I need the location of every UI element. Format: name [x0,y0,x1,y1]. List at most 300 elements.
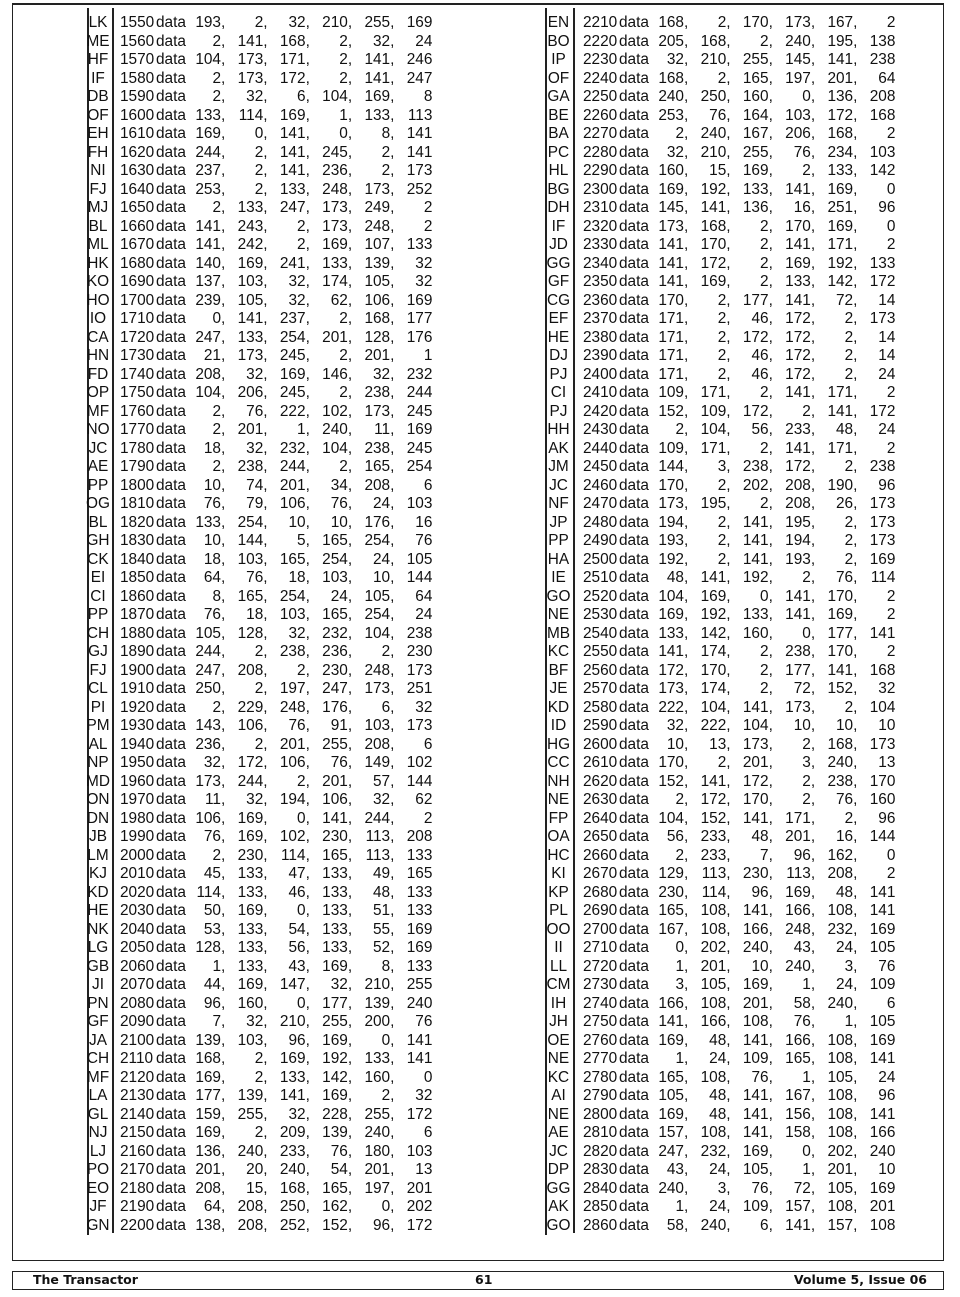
line-number: 2520 [583,587,618,605]
comma-separator: , [221,476,226,494]
data-value: 6 [297,88,306,105]
comma-separator: , [684,1142,689,1160]
checksum-code: ME [86,32,110,50]
line-number: 1830 [120,532,155,549]
data-value: 136 [742,199,769,216]
checksum-code: CH [86,624,110,642]
data-value: 240 [658,88,684,105]
comma-separator: , [305,1161,310,1178]
line-number: 1610 [120,125,155,142]
line-number: 1890 [120,643,155,660]
data-value: 10 [666,735,684,753]
data-values [653,588,895,607]
data-values [653,810,895,829]
data-value: 79 [246,495,264,512]
comma-separator: , [810,495,816,512]
data-value: 15 [246,1179,264,1197]
data-value: 108 [827,1087,854,1104]
data-value: 202 [827,1142,854,1160]
data-value: 141 [237,310,264,327]
checksum-code: LL [549,957,568,975]
data-value: 141 [785,1216,811,1234]
comma-separator: , [810,180,816,198]
comma-separator: , [726,162,731,179]
data-value: 170 [785,217,811,235]
comma-separator: , [810,772,816,790]
comma-separator: , [810,606,816,623]
comma-separator: , [221,1142,226,1160]
data-values [190,329,432,348]
data-values [190,1198,432,1217]
data-value: 247 [406,69,433,87]
data-value: 240 [785,957,811,975]
data-value: 2 [339,310,348,327]
basic-line [120,273,432,292]
data-value: 232 [700,1142,727,1160]
comma-separator: , [726,1198,731,1215]
comma-separator: , [853,328,858,346]
comma-separator: , [305,1068,310,1086]
data-keyword: data [156,994,186,1012]
line-number: 2450 [583,458,618,475]
data-value: 169 [406,939,433,956]
data-value: 173 [742,735,769,753]
data-keyword: data [619,1031,649,1049]
data-value: 165 [322,532,348,549]
comma-separator: , [853,661,858,679]
comma-separator: , [347,495,353,512]
checksum-code: LM [87,846,109,864]
comma-separator: , [347,476,353,494]
comma-separator: , [221,717,226,734]
comma-separator: , [390,569,395,586]
data-value: 173 [364,402,391,420]
data-values [190,1180,432,1199]
data-value: 139 [322,1124,348,1141]
checksum-code: BF [548,661,569,679]
checksum-code: JC [549,1142,568,1160]
data-value: 0 [297,902,306,919]
comma-separator: , [390,1068,395,1086]
comma-separator: , [347,1216,353,1234]
data-value: 2 [212,199,221,216]
data-value: 7 [760,846,769,864]
checksum-code: ML [87,236,109,253]
comma-separator: , [347,717,353,734]
line-number: 2080 [120,994,155,1012]
data-value: 133 [742,180,769,198]
data-value: 172 [869,273,896,290]
comma-separator: , [263,532,268,549]
data-value: 177 [827,624,854,642]
comma-separator: , [221,698,226,716]
data-value: 208 [237,1216,264,1234]
data-values [653,569,895,588]
comma-separator: , [726,1013,731,1030]
data-value: 0 [339,125,348,142]
comma-separator: , [347,439,353,457]
comma-separator: , [221,643,226,660]
line-number: 2200 [120,1216,155,1234]
data-value: 20 [246,1161,264,1178]
data-values [190,976,432,995]
data-value: 250 [279,1198,306,1215]
data-value: 10 [203,532,221,549]
data-value: 1 [802,1068,811,1086]
data-values [653,125,895,144]
data-value: 240 [700,125,727,142]
checksum-code: IO [89,310,107,327]
comma-separator: , [726,273,731,290]
comma-separator: , [263,846,268,864]
data-value: 169 [237,828,264,845]
comma-separator: , [853,809,858,827]
data-value: 2 [844,347,854,364]
data-value: 193 [658,532,684,549]
data-value: 32 [415,273,433,290]
comma-separator: , [768,162,773,179]
checksum-code: GF [87,1013,109,1030]
data-value: 2 [254,735,264,753]
data-value: 2 [844,513,854,531]
data-value: 2 [886,606,896,623]
data-value: 173 [869,513,896,531]
data-value: 0 [886,217,896,235]
data-value: 249 [364,199,391,216]
data-value: 32 [373,791,391,808]
comma-separator: , [810,643,816,660]
comma-separator: , [726,458,731,475]
data-value: 57 [373,772,391,790]
comma-separator: , [263,254,268,272]
line-number: 2360 [583,291,618,309]
comma-separator: , [347,180,353,198]
data-value: 106 [364,291,391,309]
data-value: 169 [827,180,854,198]
line-number: 1940 [120,735,155,753]
comma-separator: , [853,51,858,68]
comma-separator: , [853,939,858,956]
line-number: 2590 [583,717,618,734]
checksum-code: EO [86,1179,110,1197]
data-value: 48 [666,569,684,586]
comma-separator: , [768,661,773,679]
comma-separator: , [853,421,858,438]
comma-separator: , [810,32,816,50]
comma-separator: , [263,809,268,827]
checksum-code: JF [89,1198,107,1215]
data-value: 169 [322,1087,348,1104]
data-value: 6 [381,698,391,716]
data-value: 103 [785,106,811,124]
comma-separator: , [726,14,731,31]
data-value: 141 [785,384,811,401]
data-values [190,995,432,1014]
comma-separator: , [726,495,731,512]
checksum-code: CL [88,680,108,697]
data-values [190,717,432,736]
data-value: 255 [406,976,433,993]
checksum-code: GJ [88,643,108,660]
line-number: 2010 [120,865,155,882]
data-value: 141 [406,143,433,161]
checksum-code: JE [549,680,568,697]
comma-separator: , [263,365,268,383]
data-value: 2 [717,347,727,364]
comma-separator: , [726,513,731,531]
line-number: 2330 [583,236,618,253]
comma-separator: , [726,421,731,438]
comma-separator: , [347,88,353,105]
data-value: 72 [793,680,811,697]
data-value: 2 [844,532,854,549]
data-value: 146 [322,365,348,383]
data-value: 193 [785,550,811,568]
data-value: 201 [364,347,391,364]
data-value: 255 [322,1013,348,1030]
comma-separator: , [726,735,731,753]
data-value: 3 [802,754,811,771]
comma-separator: , [390,643,395,660]
data-keyword: data [156,1050,186,1067]
data-value: 171 [827,439,854,457]
data-value: 202 [700,939,727,956]
data-value: 157 [827,1216,854,1234]
data-value: 238 [742,458,769,475]
comma-separator: , [263,698,268,716]
comma-separator: , [768,365,773,383]
comma-separator: , [347,402,353,420]
comma-separator: , [768,106,773,124]
comma-separator: , [263,217,268,235]
data-value: 240 [700,1216,727,1234]
data-value: 2 [254,143,264,161]
basic-line [120,680,432,699]
checksum-code: CH [86,1050,110,1067]
comma-separator: , [768,717,773,734]
comma-separator: , [305,791,310,808]
data-keyword: data [619,439,649,457]
data-value: 169 [322,957,348,975]
data-value: 165 [742,69,769,87]
checksum-code: CC [547,754,570,771]
comma-separator: , [221,661,226,679]
data-value: 76 [203,828,221,845]
data-value: 208 [364,735,391,753]
comma-separator: , [305,735,310,753]
data-value: 10 [288,513,306,531]
data-value: 197 [785,69,811,87]
data-value: 141 [785,180,811,198]
comma-separator: , [347,1124,353,1141]
comma-separator: , [221,791,226,808]
basic-line [120,1180,432,1199]
comma-separator: , [305,1013,310,1030]
comma-separator: , [684,754,689,771]
data-value: 109 [869,976,896,993]
data-value: 76 [836,569,854,586]
data-keyword: data [156,162,186,179]
data-value: 141 [742,902,769,919]
data-value: 2 [717,550,727,568]
data-keyword: data [619,458,649,475]
comma-separator: , [768,606,773,623]
data-value: 96 [878,1087,896,1104]
comma-separator: , [810,106,816,124]
comma-separator: , [726,994,731,1012]
comma-separator: , [810,717,816,734]
comma-separator: , [684,643,689,660]
data-keyword: data [619,957,649,975]
comma-separator: , [853,717,858,734]
comma-separator: , [221,273,226,290]
comma-separator: , [347,1031,353,1049]
basic-line [583,699,895,718]
data-value: 114 [701,883,727,901]
comma-separator: , [347,976,353,993]
basic-line [583,403,895,422]
data-value: 133 [237,957,264,975]
data-value: 255 [742,51,769,68]
data-value: 173 [869,735,896,753]
data-value: 169 [322,236,348,253]
data-value: 2 [844,809,854,827]
data-value: 2 [212,32,221,50]
data-value: 32 [288,14,306,31]
comma-separator: , [390,809,395,827]
data-value: 174 [322,273,348,290]
line-number: 2040 [120,920,155,938]
data-values [190,199,432,218]
comma-separator: , [263,717,268,734]
data-value: 172 [406,1105,433,1123]
data-value: 237 [195,162,221,179]
data-value: 172 [742,328,769,346]
line-number: 2540 [583,624,618,642]
data-value: 169 [869,920,896,938]
data-value: 168 [700,217,727,235]
checksum-code: BA [548,125,569,142]
data-value: 245 [279,347,306,364]
data-value: 76 [415,1013,433,1030]
checksum-code: KC [547,643,570,660]
comma-separator: , [263,939,268,956]
comma-separator: , [305,865,310,882]
data-value: 172 [742,402,769,420]
data-value: 238 [869,51,896,68]
data-value: 76 [203,495,221,512]
data-values [190,902,432,921]
basic-line [120,606,432,625]
data-value: 46 [751,365,769,383]
data-value: 169 [279,1050,306,1067]
comma-separator: , [263,976,268,993]
comma-separator: , [263,550,268,568]
data-values [653,625,895,644]
data-value: 171 [700,439,727,457]
comma-separator: , [221,920,226,938]
data-value: 193 [195,14,221,31]
comma-separator: , [853,643,858,660]
basic-line [583,1124,895,1143]
comma-separator: , [263,1068,268,1086]
line-number: 2660 [583,846,618,864]
comma-separator: , [768,680,773,697]
basic-line [120,310,432,329]
data-value: 103 [322,569,348,586]
data-values [653,144,895,163]
data-value: 241 [279,254,306,272]
data-value: 24 [415,606,433,623]
comma-separator: , [768,735,773,753]
comma-separator: , [768,310,773,327]
data-values [190,588,432,607]
line-number: 1920 [120,698,155,716]
comma-separator: , [853,347,858,364]
data-keyword: data [156,1198,186,1215]
data-value: 174 [700,680,727,697]
comma-separator: , [726,347,731,364]
data-value: 209 [279,1124,306,1141]
data-value: 109 [658,439,684,457]
data-value: 2 [212,402,221,420]
comma-separator: , [726,476,731,494]
comma-separator: , [768,587,773,605]
data-values [190,1143,432,1162]
data-value: 105 [827,1068,854,1086]
basic-line [120,958,432,977]
comma-separator: , [726,587,731,605]
comma-separator: , [390,439,395,457]
data-value: 2 [212,458,221,475]
comma-separator: , [305,421,310,438]
data-value: 173 [237,69,264,87]
checksum-code: KI [551,865,566,882]
data-value: 238 [364,439,391,457]
data-value: 16 [793,199,811,216]
comma-separator: , [853,624,858,642]
comma-separator: , [390,88,395,105]
checksum-code: HO [86,291,110,309]
data-value: 141 [869,1050,896,1067]
data-value: 129 [658,865,684,882]
line-number: 2720 [583,957,618,975]
data-value: 197 [279,680,306,697]
data-value: 170 [742,14,769,31]
comma-separator: , [263,14,268,31]
data-value: 2 [760,439,769,457]
comma-separator: , [263,458,268,475]
comma-separator: , [684,772,689,790]
line-number: 1670 [120,236,155,253]
data-value: 255 [742,143,769,161]
data-values [190,384,432,403]
line-number: 1960 [120,772,155,790]
data-value: 172 [700,254,727,272]
data-values [653,847,895,866]
data-value: 201 [322,328,348,346]
data-value: 108 [869,1216,896,1234]
checksum-code: HH [547,421,570,438]
data-value: 170 [658,754,684,771]
checksum-code: GA [547,88,570,105]
data-value: 165 [406,865,433,882]
data-value: 201 [869,1198,896,1215]
comma-separator: , [726,199,731,216]
data-value: 104 [700,698,727,716]
comma-separator: , [810,162,816,179]
comma-separator: , [768,421,773,438]
